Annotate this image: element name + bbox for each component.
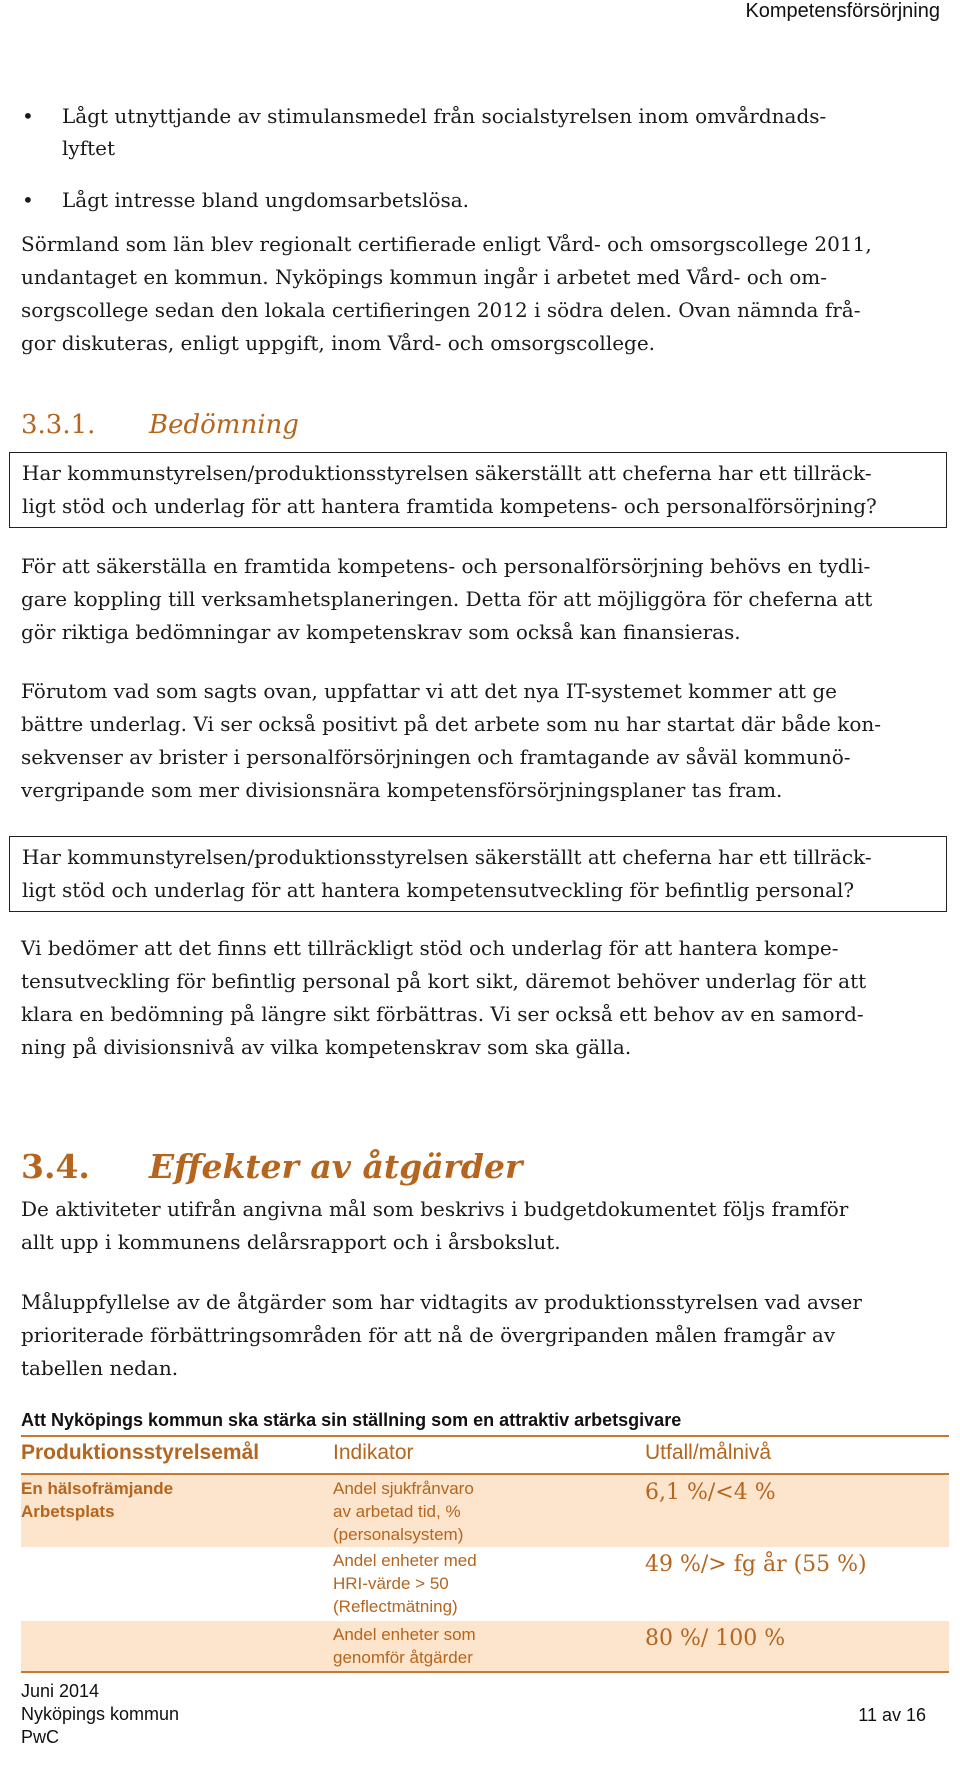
section-number: 3.3.1. xyxy=(21,410,96,440)
column-header: Utfall/målnivå xyxy=(645,1436,949,1474)
question-box xyxy=(9,452,947,528)
text-line: Vi bedömer att det finns ett tillräckligt stöd och underlag för att hantera kompe- xyxy=(21,936,839,960)
text-line: ligt stöd och underlag för att hantera kompetensutveckling för befintlig personal? xyxy=(22,878,855,902)
bullet-icon: • xyxy=(22,188,34,212)
footer-org: Nyköpings kommun xyxy=(21,1704,180,1724)
cell-text: genomför åtgärder xyxy=(333,1648,473,1667)
text-line: Måluppfyllelse av de åtgärder som har vidtagits av produktionsstyrelsen vad avser xyxy=(21,1290,862,1314)
table-row xyxy=(21,1621,949,1672)
text-line: sekvenser av brister i personalförsörjningen och framtagande av såväl kommunö- xyxy=(21,745,851,769)
cell-text: En hälsofrämjande xyxy=(21,1479,174,1498)
assessment-paragraph xyxy=(21,550,941,649)
text-line: allt upp i kommunens delårsrapport och i årsbokslut. xyxy=(21,1230,561,1254)
section-heading-3-4 xyxy=(21,1147,522,1186)
text-line: klara en bedömning på längre sikt förbättras. Vi ser också ett behov av en samord- xyxy=(21,1002,864,1026)
cell-text: (personalsystem) xyxy=(333,1525,464,1544)
value-cell: 49 %/> fg år (55 %) xyxy=(645,1552,867,1577)
text-line: ligt stöd och underlag för att hantera framtida kompetens- och personalförsörjning? xyxy=(22,494,877,518)
text-line: tensutveckling för befintlig personal på kort sikt, däremot behöver underlag för att xyxy=(21,969,867,993)
page-header: Kompetensförsörjning xyxy=(745,0,940,22)
bullet-list xyxy=(22,100,922,236)
assessment-paragraph xyxy=(21,675,941,807)
cell-text: Andel enheter som xyxy=(333,1625,476,1644)
list-item xyxy=(22,100,872,164)
indicator-cell xyxy=(333,1474,645,1547)
table-caption: Att Nyköpings kommun ska stärka sin ställning som en attraktiv arbetsgivare xyxy=(21,1410,682,1430)
cell-text: Arbetsplats xyxy=(21,1502,115,1521)
text-line: Sörmland som län blev regionalt certifierade enligt Vård- och omsorgscollege 2011, xyxy=(21,232,872,256)
cell-text: av arbetad tid, % xyxy=(333,1502,461,1521)
text-line: gor diskuteras, enligt uppgift, inom Vård- och omsorgscollege. xyxy=(21,331,656,355)
value-cell: 80 %/ 100 % xyxy=(645,1621,949,1672)
text-line: ning på divisionsnivå av vilka kompetenskrav som ska gälla. xyxy=(21,1035,632,1059)
text-line: undantaget en kommun. Nyköpings kommun ingår i arbetet med Vård- och om- xyxy=(21,265,827,289)
section-heading-3-3-1 xyxy=(21,410,299,440)
section-number: 3.4. xyxy=(21,1147,90,1186)
list-item xyxy=(22,184,922,216)
intro-paragraph xyxy=(21,228,941,360)
text-line: Har kommunstyrelsen/produktionsstyrelsen säkerställt att cheferna har ett tillräck- xyxy=(22,461,872,485)
indicator-cell xyxy=(333,1621,645,1672)
page-number: 11 av 16 xyxy=(858,1705,926,1725)
table-row xyxy=(21,1547,949,1621)
text-line: Förutom vad som sagts ovan, uppfattar vi att det nya IT-systemet kommer att ge xyxy=(21,679,837,703)
bullet-icon: • xyxy=(22,104,34,128)
goal-cell xyxy=(21,1547,333,1621)
goal-cell xyxy=(21,1474,333,1547)
section-title: Bedömning xyxy=(149,410,299,440)
text-line: Har kommunstyrelsen/produktionsstyrelsen säkerställt att cheferna har ett tillräck- xyxy=(22,845,872,869)
column-header: Produktionsstyrelsemål xyxy=(21,1436,333,1474)
cell-text: Andel enheter med xyxy=(333,1551,477,1570)
goal-cell xyxy=(21,1621,333,1672)
footer-company: PwC xyxy=(21,1727,60,1747)
question-box xyxy=(9,836,947,912)
text-line: bättre underlag. Vi ser också positivt på det arbete som nu har startat där både kon- xyxy=(21,712,881,736)
bullet-text: Lågt utnyttjande av stimulansmedel från socialstyrelsen inom omvårdnads-lyftet xyxy=(62,104,827,160)
section-title: Effekter av åtgärder xyxy=(149,1147,523,1186)
indicator-cell xyxy=(333,1547,645,1621)
text-line: gare koppling till verksamhetsplaneringen. Detta för att möjliggöra för cheferna att xyxy=(21,587,873,611)
column-header: Indikator xyxy=(333,1436,645,1474)
body-paragraph xyxy=(21,1193,941,1259)
cell-text: Andel sjukfrånvaro xyxy=(333,1479,474,1498)
footer-date: Juni 2014 xyxy=(21,1681,100,1701)
results-table xyxy=(21,1435,949,1673)
bullet-text: Lågt intresse bland ungdomsarbetslösa. xyxy=(62,188,470,212)
table-header-row xyxy=(21,1436,949,1474)
text-line: gör riktiga bedömningar av kompetenskrav som också kan finansieras. xyxy=(21,620,741,644)
footer-info xyxy=(21,1680,179,1749)
value-cell: 6,1 %/<4 % xyxy=(645,1474,949,1547)
text-line: tabellen nedan. xyxy=(21,1356,179,1380)
text-line: prioriterade förbättringsområden för att nå de övergripanden målen framgår av xyxy=(21,1323,836,1347)
cell-text: (Reflectmätning) xyxy=(333,1597,458,1616)
text-line: sorgscollege sedan den lokala certifieringen 2012 i södra delen. Ovan nämnda frå- xyxy=(21,298,861,322)
assessment-paragraph xyxy=(21,932,941,1064)
text-line: vergripande som mer divisionsnära kompetensförsörjningsplaner tas fram. xyxy=(21,778,783,802)
text-line: De aktiviteter utifrån angivna mål som beskrivs i budgetdokumentet följs framför xyxy=(21,1197,849,1221)
text-line: För att säkerställa en framtida kompetens- och personalförsörjning behövs en tydli- xyxy=(21,554,871,578)
body-paragraph xyxy=(21,1286,941,1385)
cell-text: HRI-värde > 50 xyxy=(333,1574,449,1593)
table-row xyxy=(21,1474,949,1547)
